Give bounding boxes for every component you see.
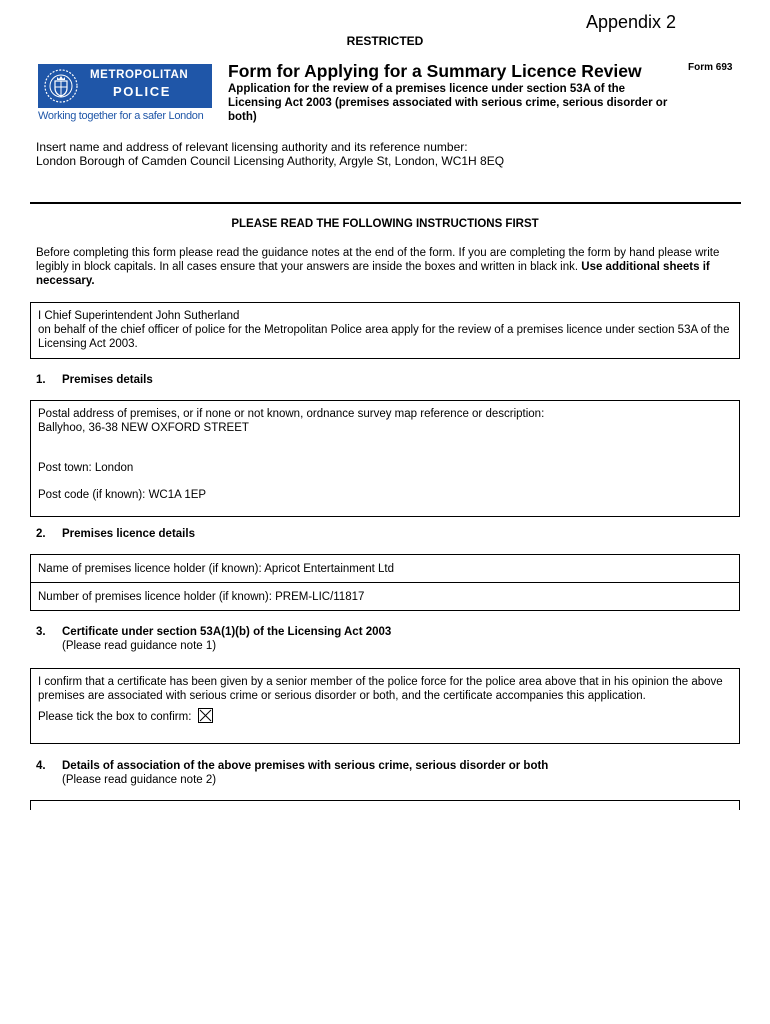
logo-line1: METROPOLITAN <box>90 69 189 81</box>
tick-row <box>38 708 732 724</box>
licence-number[interactable]: Number of premises licence holder (if known): PREM-LIC/11817 <box>38 591 365 603</box>
certificate-confirmation: I confirm that a certificate has been given by a senior member of the police force for the police area above that in his opinion the above premises are associated with serious crime or serious disorder or both, and the certificate accompanies this application. <box>38 676 723 702</box>
premises-details-box <box>30 400 740 517</box>
association-details-box[interactable] <box>30 800 740 810</box>
logo-line2: POLICE <box>113 84 171 99</box>
authority-label: Insert name and address of relevant licensing authority and its reference number: <box>36 140 468 154</box>
instructions-bold: Use additional sheets if necessary. <box>36 261 710 287</box>
form-number: Form 693 <box>688 62 733 73</box>
applicant-name[interactable]: I Chief Superintendent John Sutherland <box>38 310 240 322</box>
section-3-title: Certificate under section 53A(1)(b) of the Licensing Act 2003 <box>62 626 392 638</box>
section-4-number: 4. <box>36 760 46 772</box>
form-subtitle: Application for the review of a premises licence under section 53A of the Licensing Act 2003 (premises associated with serious crime, serious disorder or both) <box>228 83 668 123</box>
address-value[interactable]: Ballyhoo, 36-38 NEW OXFORD STREET <box>38 422 249 434</box>
section-4-heading <box>36 759 548 787</box>
confirm-checkbox[interactable] <box>198 708 213 723</box>
police-crest-icon <box>42 67 80 105</box>
section-2-number: 2. <box>36 528 46 540</box>
section-3-number: 3. <box>36 626 46 638</box>
checked-cross-icon <box>199 709 212 722</box>
tick-label: Please tick the box to confirm: <box>38 711 192 723</box>
logo-banner <box>38 64 212 108</box>
licence-holder-box <box>30 554 740 583</box>
address-label: Postal address of premises, or if none or not known, ordnance survey map reference or description: <box>38 408 545 420</box>
section-4-note: (Please read guidance note 2) <box>62 774 217 786</box>
section-4-title: Details of association of the above premises with serious crime, serious disorder or both <box>62 760 549 772</box>
certificate-box <box>30 668 740 744</box>
divider <box>30 202 741 204</box>
form-title: Form for Applying for a Summary Licence Review <box>228 61 642 81</box>
logo-tagline: Working together for a safer London <box>38 110 204 122</box>
section-1-heading <box>36 373 153 387</box>
section-2-title: Premises licence details <box>62 528 195 540</box>
section-3-note: (Please read guidance note 1) <box>62 640 217 652</box>
met-police-logo <box>38 64 212 126</box>
applicant-statement: on behalf of the chief officer of police for the Metropolitan Police area apply for the review of a premises licence under section 53A of the Licensing Act 2003. <box>38 324 730 350</box>
authority-value[interactable]: London Borough of Camden Council Licensing Authority, Argyle St, London, WC1H 8EQ <box>36 154 505 168</box>
classification-label: RESTRICTED <box>346 34 424 48</box>
section-2-heading <box>36 527 195 541</box>
section-3-heading <box>36 625 391 653</box>
applicant-box <box>30 302 740 359</box>
licence-holder[interactable]: Name of premises licence holder (if known): Apricot Entertainment Ltd <box>38 563 395 575</box>
section-1-title: Premises details <box>62 374 153 386</box>
licence-number-box <box>30 582 740 611</box>
instructions-body: Before completing this form please read the guidance notes at the end of the form. If you are completing the form by hand please write legibly in block capitals. In all cases ensure that your answers are inside the boxes and written in black ink. <box>36 247 720 273</box>
instructions-title: PLEASE READ THE FOLLOWING INSTRUCTIONS FIRST <box>231 218 539 230</box>
section-1-number: 1. <box>36 374 46 386</box>
post-code[interactable]: Post code (if known): WC1A 1EP <box>38 489 207 501</box>
licensing-authority <box>36 140 504 168</box>
appendix-label: Appendix 2 <box>586 12 677 32</box>
post-town[interactable]: Post town: London <box>38 462 134 474</box>
instructions-text <box>36 246 736 288</box>
